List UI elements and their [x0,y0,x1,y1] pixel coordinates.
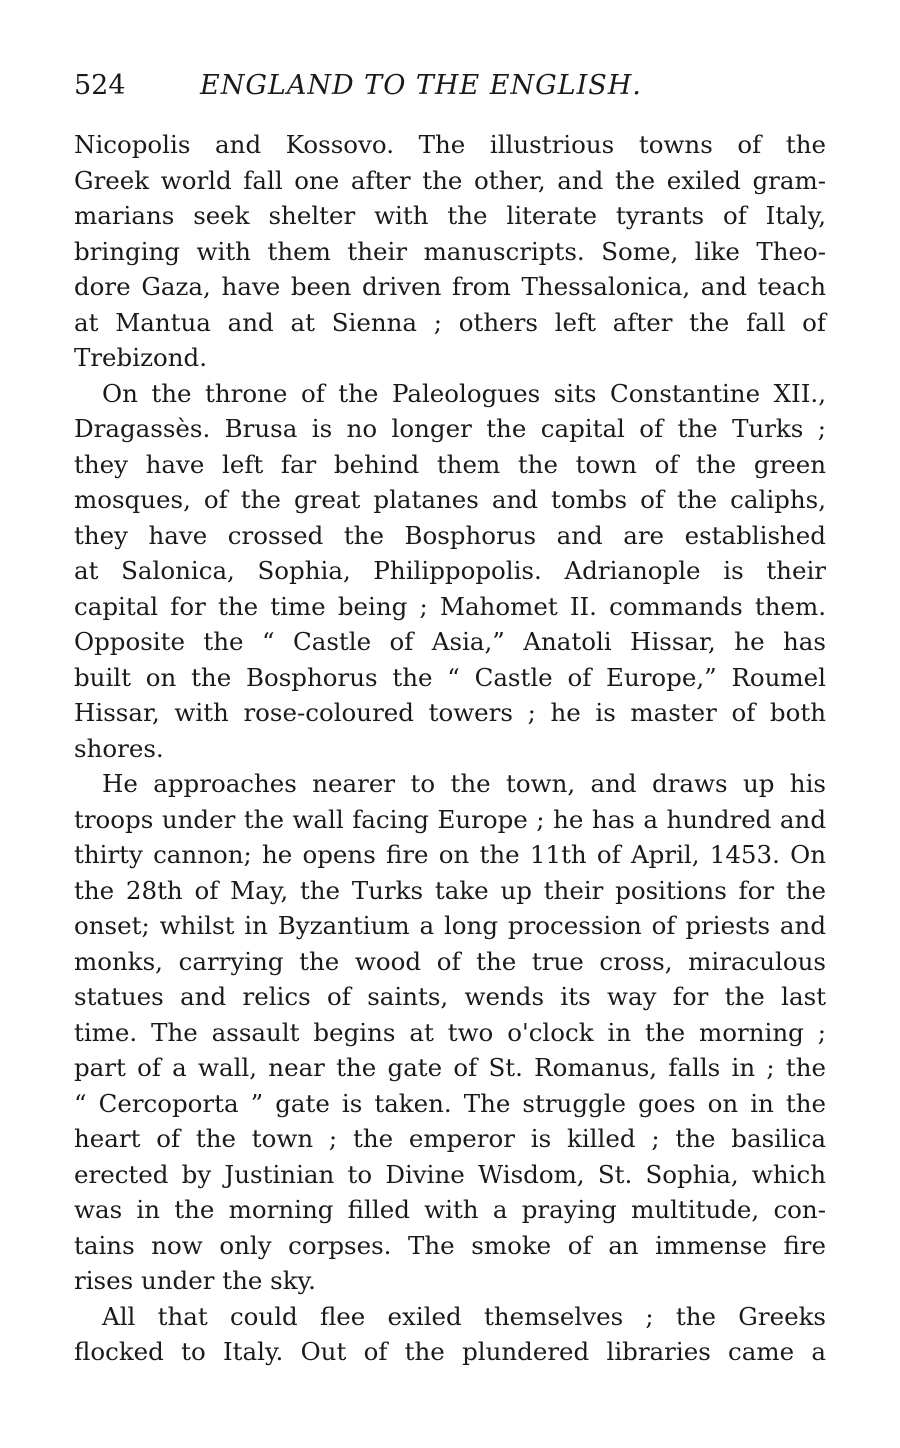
text-line: built on the Bosphorus the “ Castle of Europe,” Roumel [74,662,826,692]
text-line: they have crossed the Bosphorus and are established [74,520,826,550]
text-line: heart of the town ; the emperor is killed ; the basilica [74,1124,826,1153]
text-line: time. The assault begins at two o'clock in the morning ; [74,1017,826,1047]
text-line: He approaches nearer to the town, and draws up his [102,769,826,798]
text-line: mosques, of the great platanes and tombs of the caliphs, [74,485,826,514]
running-title: ENGLAND TO THE ENGLISH. [200,70,642,101]
text-line: monks, carrying the wood of the true cross, miraculous [74,946,826,976]
text-line: bringing with them their manuscripts. Some, like Theo- [74,236,826,266]
text-line: tains now only corpses. The smoke of an immense fire [74,1230,826,1260]
text-line: onset; whilst in Byzantium a long procession of priests and [74,911,826,940]
text-line: part of a wall, near the gate of St. Romanus, falls in ; the [74,1053,826,1082]
text-line: “ Cercoporta ” gate is taken. The struggle goes on in the [74,1088,826,1118]
text-line: erected by Justinian to Divine Wisdom, St. Sophia, which [74,1159,826,1189]
page-number: 524 [74,70,126,101]
text-line: the 28th of May, the Turks take up their positions for the [74,875,826,905]
text-line: capital for the time being ; Mahomet II. commands them. [74,591,826,621]
text-line: was in the morning filled with a praying multitude, con- [74,1195,826,1224]
text-line: flocked to Italy. Out of the plundered libraries came a [74,1337,826,1366]
text-line: Dragassès. Brusa is no longer the capital of the Turks ; [74,414,826,443]
text-line: rises under the sky. [74,1266,316,1295]
text-line: statues and relics of saints, wends its way for the last [74,982,826,1011]
text-line: Hissar, with rose-coloured towers ; he is master of both [74,698,826,727]
text-line: dore Gaza, have been driven from Thessalonica, and teach [74,272,826,301]
text-line: at Salonica, Sophia, Philippopolis. Adrianople is their [74,556,826,585]
text-line: On the throne of the Paleologues sits Constantine XII., [102,378,826,408]
text-line: at Mantua and at Sienna ; others left after the fall of [74,307,826,337]
text-line: Opposite the “ Castle of Asia,” Anatoli Hissar, he has [74,627,826,656]
running-head [74,66,826,106]
text-line: troops under the wall facing Europe ; he has a hundred and [74,804,826,834]
text-line: thirty cannon; he opens fire on the 11th of April, 1453. On [74,840,826,869]
text-line: Trebizond. [74,343,207,372]
body-text [74,127,826,1370]
text-line: shores. [74,733,164,763]
text-line: Greek world fall one after the other, and the exiled gram- [74,165,826,195]
text-line: All that could flee exiled themselves ; the Greeks [102,1301,826,1331]
text-line: Nicopolis and Kossovo. The illustrious towns of the [74,130,826,159]
text-line: they have left far behind them the town of the green [74,449,826,479]
text-line: marians seek shelter with the literate tyrants of Italy, [74,201,826,230]
